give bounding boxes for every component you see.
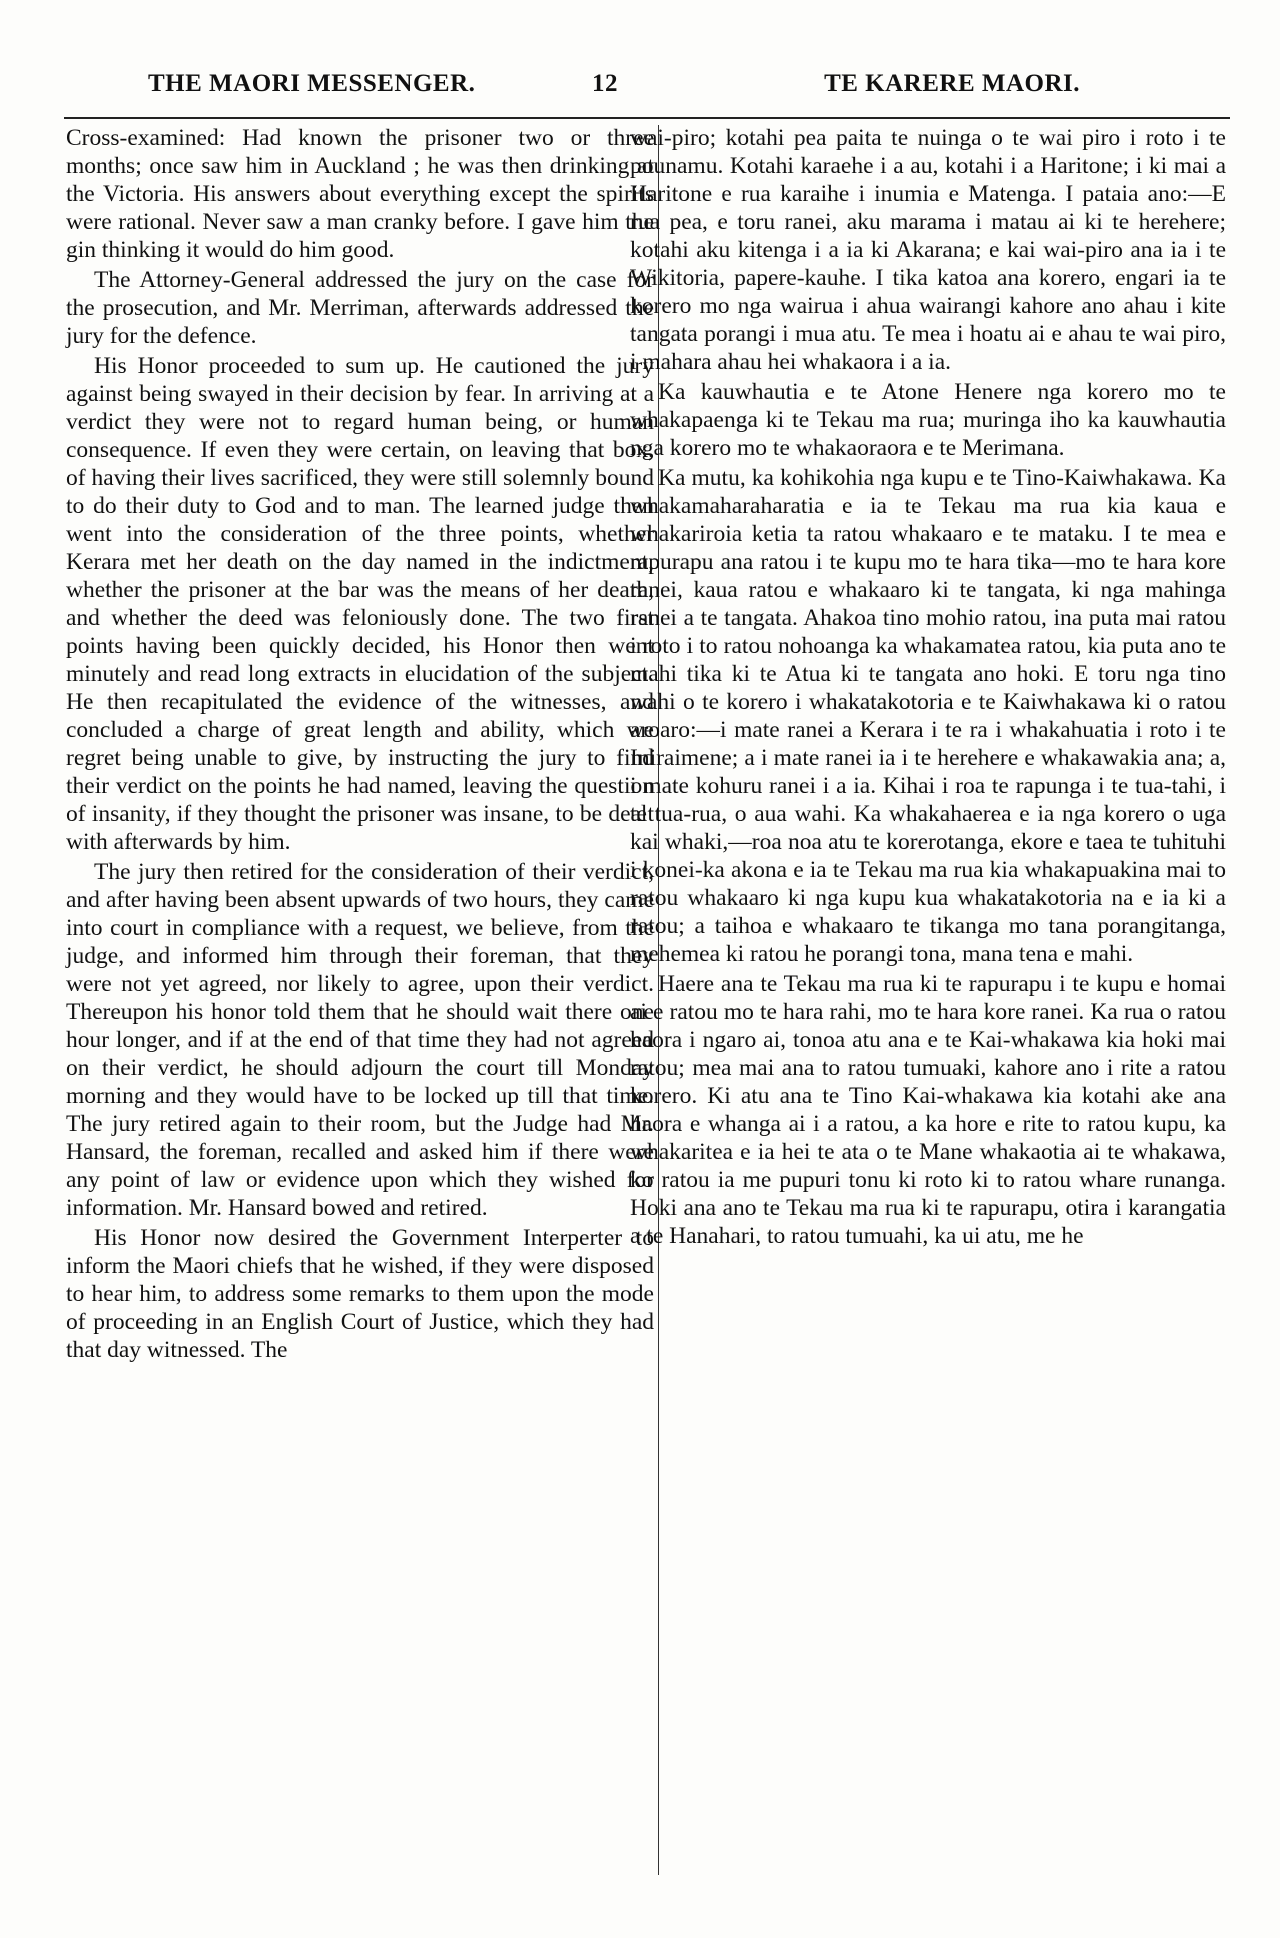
paragraph: The jury then retired for the consideration of their verdict, and after having been absent upwards of two hours, they came into court in compliance with a request, we believe, from the judge, and informed him through their foreman, that they were not yet agreed, nor likely to agree, upon their verdict. Thereupon his honor told them that he should wait there one hour longer, and if at the end of that time they had not agreed on their verdict, he should adjourn the court till Monday morning and they would have to be locked up till that time. The jury retired again to their room, but the Judge had Mr. Hansard, the foreman, recalled and asked him if there were any point of law or evidence upon which they wished for information. Mr. Hansard bowed and retired. [66,859,654,1221]
paragraph: His Honor proceeded to sum up. He cautioned the jury against being swayed in their decision by fear. In arriving at a verdict they were not to regard human being, or human consequence. If even they were certain, on leaving that box, of having their lives sacrificed, they were still solemnly bound to do their duty to God and to man. The learned judge then went into the consideration of the three points, whether Kerara met her death on the day named in the indictment, whether the prisoner at the bar was the means of her death, and whether the deed was feloniously done. The two first points having been quickly decided, his Honor then went minutely and read long extracts in elucidation of the subject. He then recapitulated the evidence of the witnesses, and concluded a charge of great length and ability, which we regret being unable to give, by instructing the jury to find their verdict on the points he had named, leaving the question of insanity, if they thought the prisoner was insane, to be dealt with afterwards by him. [66,353,654,855]
english-masthead: THE MAORI MESSENGER. [148,70,476,97]
paragraph: The Attorney-General addressed the jury on the case for the prosecution, and Mr. Merriman, afterwards addressed the jury for the defence. [66,267,654,349]
header-rule [64,117,1230,119]
paragraph: His Honor now desired the Government Interperter to inform the Maori chiefs that he wished, if they were disposed to hear him, to address some remarks to them upon the mode of proceeding in an English Court of Justice, which they had that day witnessed. The [66,1225,654,1363]
page-number: 12 [592,70,618,97]
paragraph: Haere ana te Tekau ma rua ki te rapurapu i te kupu e homai ai e ratou mo te hara rahi, mo te hara kore ranei. Ka rua o ratou haora i ngaro ai, tonoa atu ana e te Kai-whakawa kia hoki mai ratou; mea mai ana to ratou tumuaki, kahore ano i rite a ratou korero. Ki atu ana te Tino Kai-whakawa kia kotahi ake ana haora e whanga ai i a ratou, a ka hore e rite to ratou kupu, ka whakaritea e ia hei te ata o te Mane whakaotia ai te whakawa, ko ratou ia me pupuri tonu ki roto ki to ratou whare runanga. Hoki ana ano te Tekau ma rua ki te rapurapu, otira i karangatia a te Hanahari, to ratou tumuahi, ka ui atu, me he [630,971,1226,1249]
paragraph: wai-piro; kotahi pea paita te nuinga o te wai piro i roto i te pounamu. Kotahi karaehe i a au, kotahi i a Haritone; i ki mai a Haritone e rua karaihe i inumia e Matenga. I pataia ano:—E rua pea, e toru ranei, aku marama i matau ai ki te herehere; kotahi aku kitenga i a ia ki Akarana; e kai wai-piro ana ia i te Wikitoria, papere-kauhe. I tika katoa ana korero, engari ia te korero mo nga wairua i ahua wairangi kahore ano ahau i kite tangata porangi i mua atu. Te mea i hoatu ai e ahau te wai piro, i mahara ahau hei whakaora i a ia. [630,125,1226,375]
english-column [66,124,654,1364]
paragraph: Cross-examined: Had known the prisoner two or three months; once saw him in Auckland ; he was then drinking at the Victoria. His answers about everything except the spirits were rational. Never saw a man cranky before. I gave him the gin thinking it would do him good. [66,125,654,263]
page-header [130,70,1090,106]
paragraph: Ka mutu, ka kohikohia nga kupu e te Tino-Kaiwhakawa. Ka whakamaharaharatia e ia te Tekau ma rua kia kaua e whakariroia ketia ta ratou whakaaro e te mataku. I te mea e rapurapu ana ratou i te kupu mo te hara tika—mo te hara kore ranei, kaua ratou e whakaaro ki te tangata, ki nga mahinga ranei a te tangata. Ahakoa tino mohio ratou, ina puta mai ratou i roto i to ratou nohoanga ka whakamatea ratou, kia puta ano te mahi tika ki te Atua ki te tangata ano hoki. E toru nga tino wahi o te korero i whakatakotoria e te Kaiwhakawa ki o ratou aroaro:—i mate ranei a Kerara i te ra i whakahuatia i roto i te Iniraimene; a i mate ranei ia i te herehere e whakawakia ana; a, i mate kohuru ranei i a ia. Kihai i roa te rapunga i te tua-tahi, i te tua-rua, o aua wahi. Ka whakahaerea e ia nga korero o uga kai whaki,—roa noa atu te korerotanga, ekore e taea te tuhituhi i konei-ka akona e ia te Tekau ma rua kia whakapuakina mai to ratou whakaaro ki nga kupu kua whakatakotoria na e ia ki a ratou; a taihoa e whakaaro te tikanga mo tana porangitanga, mehemea ki ratou he porangi tona, mana tena e mahi. [630,465,1226,967]
maori-masthead: TE KARERE MAORI. [824,70,1080,97]
maori-column [630,124,1226,1250]
paragraph: Ka kauwhautia e te Atone Henere nga korero mo te whakapaenga ki te Tekau ma rua; muringa iho ka kauwhautia nga korero mo te whakaoraora e te Merimana. [630,379,1226,461]
